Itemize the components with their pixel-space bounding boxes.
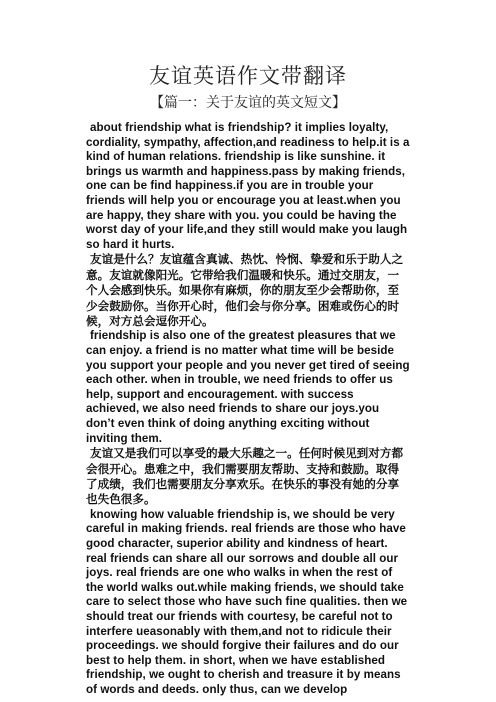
document-subtitle: 【篇一：关于友谊的英文短文】 [150,95,346,111]
paragraph-english-1: about friendship what is friendship? it implies loyalty, cordiality, sympathy, affection,and readiness to help.it is a kind of human relations. friendship is like sunshine. it brings us warmth and happiness.pass by making friends, one can be find happiness.if you are in trouble your friends will help you or encourage you at least.when you are happy, they share with you. you could be having the worst day of your life,and they still would make you laugh so hard it hurts. [86,121,410,251]
paragraph-english-2: friendship is also one of the greatest pleasures that we can enjoy. a friend is no matter what time will be beside you support your people and you never get tired of seeing each other. when in trouble, we need friends to offer us help, support and encouragement. with success achieved, we also need friends to share our joys.you don’t even think of doing anything exciting without inviting them. [86,329,410,445]
paragraph-chinese-2: 友谊又是我们可以享受的最大乐趣之一。任何时候见到对方都会很开心。患难之中，我们需要朋友帮助、支持和鼓励。取得了成绩，我们也需要朋友分享欢乐。在快乐的事没有她的分享也失色很多。 [86,446,404,507]
paragraph-chinese-1: 友谊是什么？友谊蕴含真诚、热忱、怜悯、挚爱和乐于助人之意。友谊就像阳光。它带给我们温暖和快乐。通过交朋友，一个人会感到快乐。如果你有麻烦，你的朋友至少会帮助你，至少会鼓励你。当你开心时，他们会与你分享。困难或伤心的时候，对方总会逗你开心。 [86,252,404,328]
document-body [86,121,410,697]
document-title: 友谊英语作文带翻译 [149,64,347,88]
paragraph-english-3: knowing how valuable friendship is, we should be very careful in making friends. real friends are those who have good character, superior ability and kindness of heart. real friends can share all our sorrows and double all our joys. real friends are one who walks in when the rest of the world walks out.while making friends, we should take care to select those who have such fine qualities. then we should treat our friends with courtesy, be careful not to interfere ueasonably with them,and not to ridicule their proceedings. we should forgive their failures and do our best to help them. in short, when we have established friendship, we ought to cherish and treasure it by means of words and deeds. only thus, can we develop [86,507,408,696]
